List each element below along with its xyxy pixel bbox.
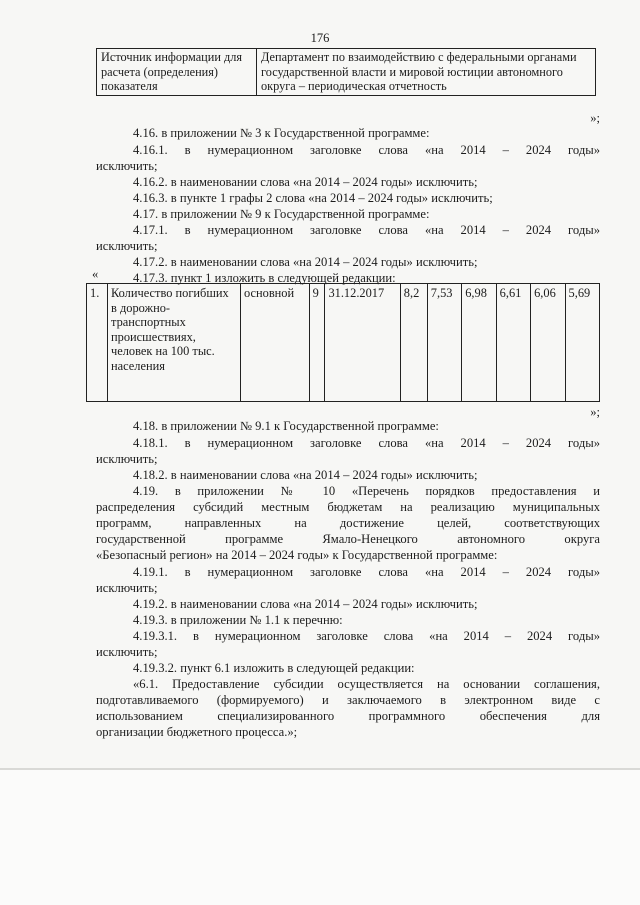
paragraph: «Безопасный регион» на 2014 – 2024 годы» к Государственной программе:: [96, 548, 498, 562]
page-number: 176: [310, 31, 330, 45]
indicator-table: [86, 283, 600, 402]
paragraph: подготавливаемого (формируемого) и заключаемого в электронном виде с: [96, 693, 600, 707]
paragraph: исключить;: [96, 159, 158, 173]
paragraph: организации бюджетного процесса.»;: [96, 725, 298, 739]
value-cell: 5,69: [565, 284, 599, 402]
paragraph: 4.19.3.1. в нумерационном заголовке слова «на 2014 – 2024 годы»: [133, 629, 600, 643]
closing-quote: »;: [590, 111, 600, 125]
paragraph: 4.17.3. пункт 1 изложить в следующей редакции:: [133, 271, 396, 285]
paragraph: 4.18.2. в наименовании слова «на 2014 – 2024 годы» исключить;: [133, 468, 478, 482]
value-cell: 6,98: [462, 284, 496, 402]
paragraph: 4.16.1. в нумерационном заголовке слова «на 2014 – 2024 годы»: [133, 143, 600, 157]
paragraph: исключить;: [96, 452, 158, 466]
value-cell: 8,2: [400, 284, 427, 402]
indicator-name: Количество погибших в дорожно-транспортных происшествиях, человек на 100 тыс. населения: [108, 284, 241, 402]
value-cell: 6,06: [531, 284, 565, 402]
opening-quote: «: [92, 267, 99, 281]
value-cell: 7,53: [427, 284, 461, 402]
paragraph: 4.19.3. в приложении № 1.1 к перечню:: [133, 613, 343, 627]
paragraph: 4.16. в приложении № 3 к Государственной программе:: [133, 126, 430, 140]
value-cell: 6,61: [496, 284, 530, 402]
row-number: 1.: [87, 284, 108, 402]
table-row: [97, 49, 596, 96]
indicator-unit: 9: [309, 284, 325, 402]
scan-edge-divider: [0, 768, 640, 770]
paragraph: 4.18. в приложении № 9.1 к Государственной программе:: [133, 419, 439, 433]
paragraph: 4.17. в приложении № 9 к Государственной программе:: [133, 207, 430, 221]
paragraph: исключить;: [96, 581, 158, 595]
paragraph: 4.17.2. в наименовании слова «на 2014 – 2024 годы» исключить;: [133, 255, 478, 269]
indicator-base-date: 31.12.2017: [325, 284, 400, 402]
indicator-type: основной: [241, 284, 310, 402]
paragraph: исключить;: [96, 239, 158, 253]
paragraph: 4.18.1. в нумерационном заголовке слова «на 2014 – 2024 годы»: [133, 436, 600, 450]
paragraph: 4.16.2. в наименовании слова «на 2014 – 2024 годы» исключить;: [133, 175, 478, 189]
info-source-value: Департамент по взаимодействию с федеральными органами государственной власти и мировой юстиции автономного округа – периодическая отчетность: [257, 49, 596, 96]
paragraph: 4.19. в приложении № 10 «Перечень порядков предоставления и: [133, 484, 600, 498]
paragraph: 4.19.1. в нумерационном заголовке слова «на 2014 – 2024 годы»: [133, 565, 600, 579]
paragraph: использованием специализированного программного обеспечения для: [96, 709, 600, 723]
paragraph: 4.19.3.2. пункт 6.1 изложить в следующей редакции:: [133, 661, 415, 675]
paragraph: распределения субсидий местным бюджетам на реализацию муниципальных: [96, 500, 600, 514]
paragraph: 4.17.1. в нумерационном заголовке слова «на 2014 – 2024 годы»: [133, 223, 600, 237]
paragraph: 4.16.3. в пункте 1 графы 2 слова «на 2014 – 2024 годы» исключить;: [133, 191, 493, 205]
paragraph: программ, направленных на достижение целей, соответствующих: [96, 516, 600, 530]
info-source-label: Источник информации для расчета (определения) показателя: [97, 49, 257, 96]
paragraph: исключить;: [96, 645, 158, 659]
paragraph: государственной программе Ямало-Ненецкого автономного округа: [96, 532, 600, 546]
paragraph: 4.19.2. в наименовании слова «на 2014 – 2024 годы» исключить;: [133, 597, 478, 611]
paragraph: «6.1. Предоставление субсидии осуществляется на основании соглашения,: [133, 677, 600, 691]
closing-quote: »;: [590, 405, 600, 419]
table-row: [87, 284, 600, 402]
info-source-table: [96, 48, 596, 96]
